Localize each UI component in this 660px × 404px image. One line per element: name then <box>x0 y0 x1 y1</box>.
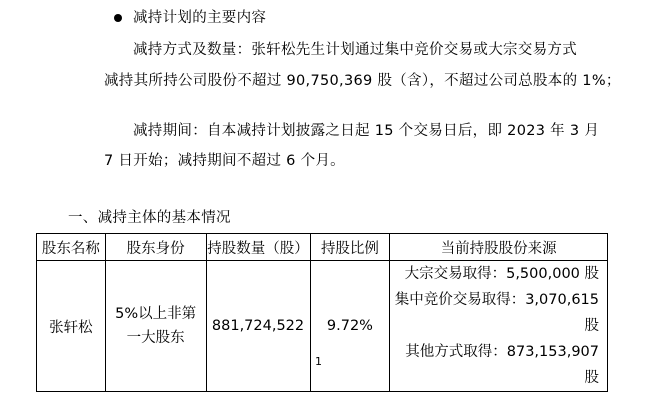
identity-line-1: 5%以上非第 <box>115 306 197 322</box>
paragraph-period-line1: 减持期间：自本减持计划披露之日起 15 个交易日后，即 2023 年 3 月 <box>133 123 600 139</box>
header-shareholder-identity: 股东身份 <box>105 234 206 261</box>
shareholder-table <box>36 233 608 392</box>
paragraph-period-line2: 7 日开始；减持期间不超过 6 个月。 <box>104 153 345 169</box>
source-line-other: 其他方式取得：873,153,907 股 <box>405 344 599 386</box>
source-line-auction: 集中竞价交易取得：3,070,615 股 <box>394 292 599 334</box>
plan-heading: 减持计划的主要内容 <box>133 10 267 26</box>
section-heading: 一、减持主体的基本情况 <box>68 210 231 226</box>
cell-share-count: 881,724,522 <box>206 261 310 392</box>
bullet-dot-icon <box>114 14 122 22</box>
header-share-count: 持股数量（股） <box>206 234 310 261</box>
cell-shareholder-name: 张轩松 <box>37 261 106 392</box>
page-number: 1 <box>315 355 322 368</box>
cell-share-ratio: 9.72% <box>310 261 390 392</box>
paragraph-method-line1: 减持方式及数量：张轩松先生计划通过集中竞价交易或大宗交易方式 <box>133 42 577 58</box>
identity-line-2: 一大股东 <box>126 330 185 346</box>
header-shareholder-name: 股东名称 <box>37 234 106 261</box>
table-row <box>37 261 608 392</box>
cell-shareholder-identity <box>105 261 206 392</box>
cell-share-source <box>390 261 608 392</box>
paragraph-method-line2: 减持其所持公司股份不超过 90,750,369 股（含），不超过公司总股本的 1%； <box>104 73 621 89</box>
header-share-ratio: 持股比例 <box>310 234 390 261</box>
source-line-block-trade: 大宗交易取得：5,500,000 股 <box>404 266 599 282</box>
header-share-source: 当前持股股份来源 <box>390 234 608 261</box>
table-header-row <box>37 234 608 261</box>
